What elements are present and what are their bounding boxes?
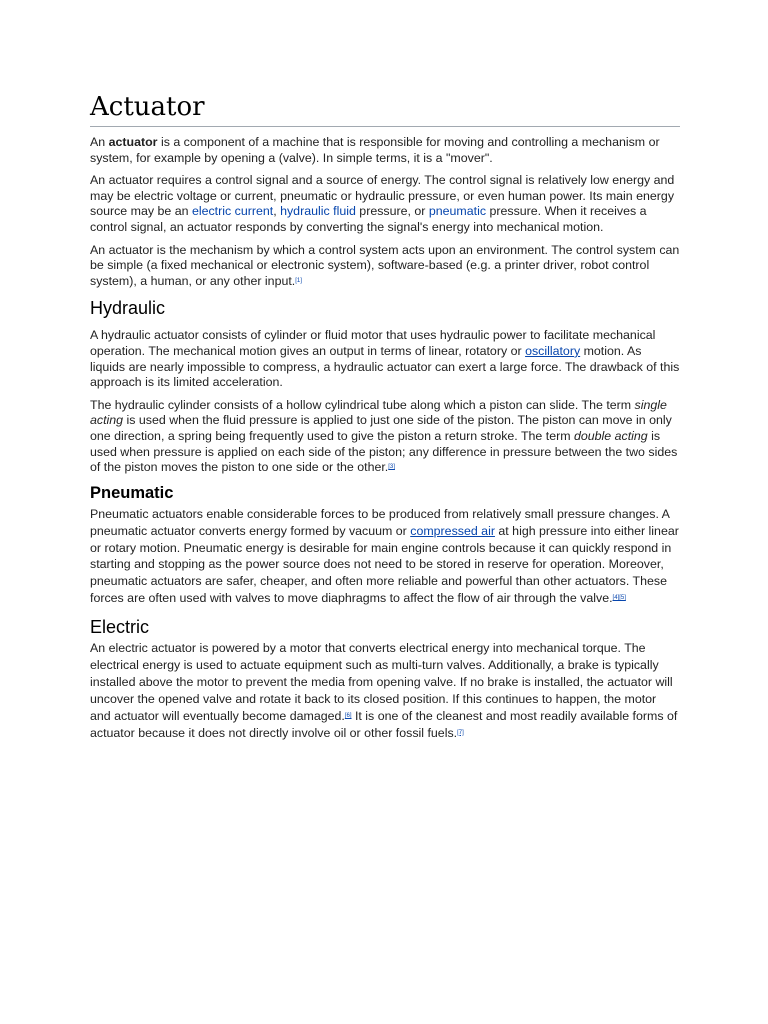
text-run: An electric actuator is powered by a motor that converts electrical energy into mechanical torque. The electrical energy is used to actuate equipment such as multi-turn valves. Additionally, a brake is typically installed above the motor to prevent the media from opening valve. If no brake is installed, the actuator will uncover the opened valve and rotate it back to its closed position. If this continues to happen, the motor and actuator will eventually become damaged. bbox=[90, 641, 673, 723]
pneumatic-paragraph-1 bbox=[90, 506, 680, 607]
reference-link[interactable]: [4][5] bbox=[612, 595, 626, 602]
intro-paragraph-2 bbox=[90, 173, 680, 235]
text-run: An actuator is the mechanism by which a control system acts upon an environment. The control system can be simple (a fixed mechanical or electronic system), software-based (e.g. a printer driver, robot control system), a human, or any other input. bbox=[90, 242, 680, 288]
text-run: Pneumatic actuators enable considerable forces to be produced from relatively small pressure changes. A pneumatic actuator converts energy formed by vacuum or bbox=[90, 506, 670, 538]
hydraulic-paragraph-2 bbox=[90, 398, 680, 476]
text-run: pressure. When it receives a control signal, an actuator responds by converting the signal's energy into mechanical motion. bbox=[90, 204, 647, 234]
text-run: An actuator requires a control signal and a source of energy. The control signal is relatively low energy and may be electric voltage or current, pneumatic or hydraulic pressure, or even human power. Its main energy source may be an bbox=[90, 173, 675, 219]
link-hydraulic-fluid[interactable]: hydraulic fluid bbox=[280, 204, 356, 219]
reference-link[interactable]: [1] bbox=[295, 277, 302, 284]
text-run: It is one of the cleanest and most readily available forms of actuator because it does not directly involve oil or other fossil fuels. bbox=[90, 708, 678, 740]
text-run: is used when pressure is applied on each side of the piston; any difference in pressure between the two sides of the piston moves the piston to one side or the other. bbox=[90, 428, 678, 475]
link-oscillatory[interactable]: oscillatory bbox=[525, 343, 581, 358]
link-electric-current[interactable]: electric current bbox=[191, 204, 274, 219]
text-run: at high pressure into either linear or rotary motion. Pneumatic energy is desirable for main engine controls because it can quickly respond in starting and stopping as the power source does not need to be stored in reserve for operation. Moreover, pneumatic actuators are safer, cheaper, and often more reliable and powerful than other actuators. These forces are often used with valves to move diaphragms to affect the flow of air through the valve. bbox=[90, 523, 679, 606]
italic-term: double acting bbox=[573, 428, 648, 443]
page-title: Actuator bbox=[90, 90, 680, 127]
italic-term: single acting bbox=[90, 397, 667, 428]
text-run: is a component of a machine that is responsible for moving and controlling a mechanism or system, for example by opening a (valve). In simple terms, it is a "mover". bbox=[90, 135, 660, 165]
electric-paragraph-1 bbox=[90, 640, 680, 741]
text-run: is used when the fluid pressure is applied to just one side of the piston. The piston can move in only one direction, a spring being frequently used to give the piston a return stroke. The term bbox=[90, 413, 672, 443]
section-heading-electric: Electric bbox=[90, 617, 150, 638]
reference-link[interactable]: [6] bbox=[344, 712, 352, 719]
text-run: A hydraulic actuator consists of cylinder or fluid motor that uses hydraulic power to facilitate mechanical operation. The mechanical motion gives an output in terms of linear, rotatory or bbox=[90, 328, 656, 358]
text-run: motion. As liquids are nearly impossible to compress, a hydraulic actuator can exert a large force. The drawback of this approach is its limited acceleration. bbox=[90, 343, 680, 390]
hydraulic-paragraph-1 bbox=[90, 328, 680, 390]
intro-paragraph-1 bbox=[90, 135, 680, 166]
bold-term: actuator bbox=[108, 135, 158, 149]
section-pneumatic bbox=[90, 482, 680, 607]
text-run: An bbox=[90, 135, 109, 149]
link-compressed-air[interactable]: compressed air bbox=[410, 523, 495, 538]
section-heading-hydraulic: Hydraulic bbox=[90, 298, 166, 319]
section-heading-pneumatic: Pneumatic bbox=[90, 483, 174, 502]
text-run: The hydraulic cylinder consists of a hollow cylindrical tube along which a piston can slide. The term bbox=[90, 397, 635, 412]
text-run: , bbox=[273, 204, 281, 219]
reference-link[interactable]: [7] bbox=[457, 729, 464, 736]
article-content bbox=[90, 90, 680, 742]
intro-paragraph-3 bbox=[90, 243, 680, 290]
text-run: pressure, or bbox=[355, 204, 429, 219]
link-pneumatic[interactable]: pneumatic bbox=[428, 204, 487, 219]
section-electric bbox=[90, 616, 680, 741]
reference-link[interactable]: [3] bbox=[388, 464, 395, 471]
